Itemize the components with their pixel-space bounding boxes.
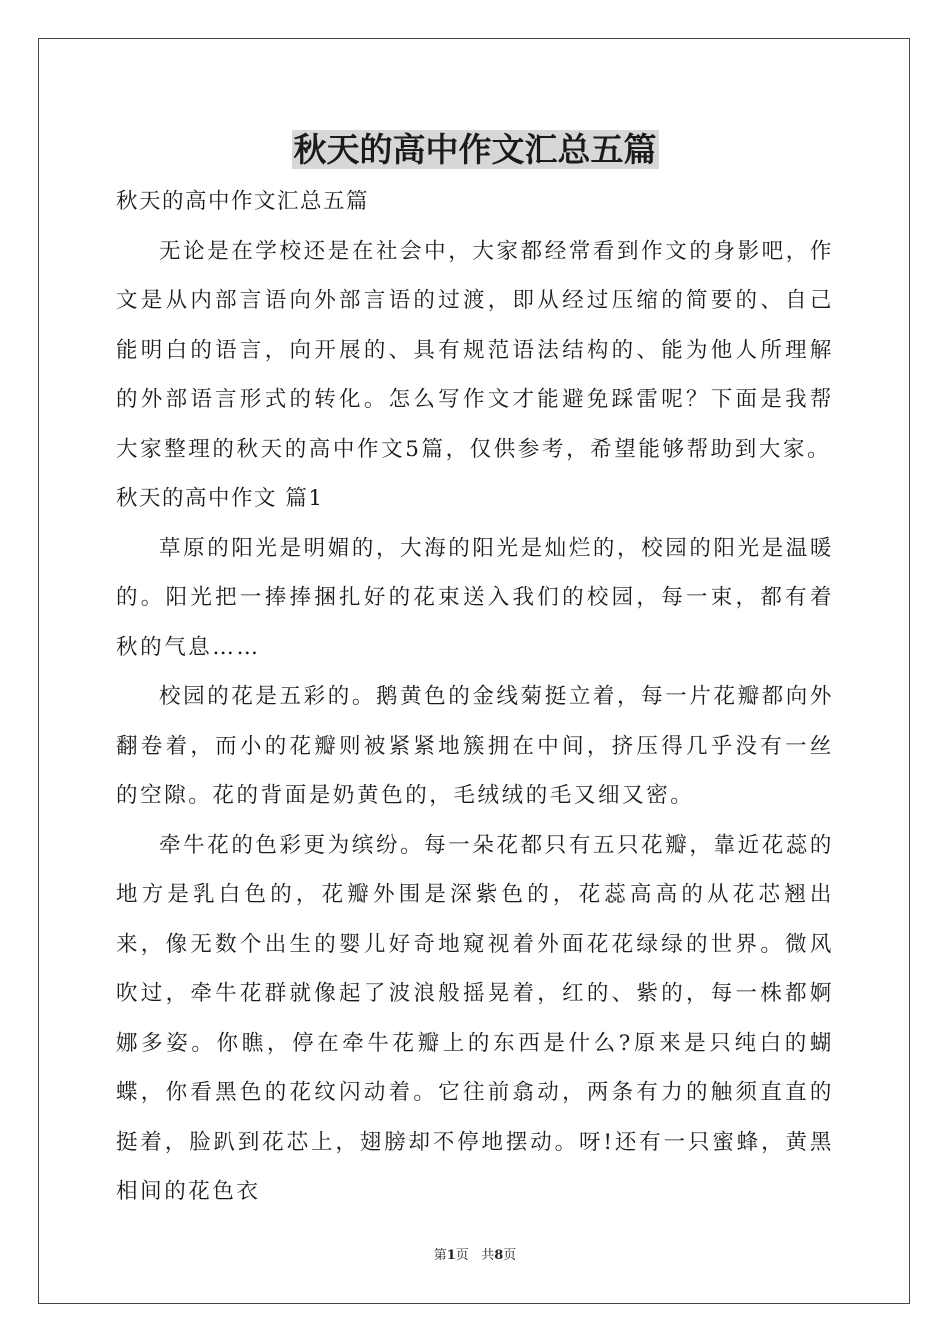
page-total-number: 8: [494, 1248, 504, 1263]
page-total-suffix: 页: [503, 1248, 517, 1263]
document-body: [116, 177, 834, 1217]
page-number-current: 1: [446, 1248, 456, 1263]
body-paragraph: 校园的花是五彩的。鹅黄色的金线菊挺立着，每一片花瓣都向外翻卷着，而小的花瓣则被紧紧地簇拥在中间，挤压得几乎没有一丝的空隙。花的背面是奶黄色的，毛绒绒的毛又细又密。: [116, 684, 834, 808]
document-title-text: 秋天的高中作文汇总五篇: [293, 130, 657, 169]
page-footer: [0, 1246, 950, 1266]
page-total-prefix: 共: [481, 1248, 495, 1263]
document-subtitle: 秋天的高中作文汇总五篇: [116, 189, 370, 214]
document-title: [0, 126, 950, 174]
body-paragraph: 草原的阳光是明媚的，大海的阳光是灿烂的，校园的阳光是温暖的。阳光把一捧捧捆扎好的花束送入我们的校园，每一束，都有着秋的气息……: [116, 535, 834, 660]
page-number-suffix: 页: [455, 1248, 469, 1263]
page-number-prefix: 第: [433, 1248, 447, 1263]
intro-paragraph: 无论是在学校还是在社会中，大家都经常看到作文的身影吧，作文是从内部言语向外部言语的过渡，即从经过压缩的简要的、自己能明白的语言，向开展的、具有规范语法结构的、能为他人所理解的外部语言形式的转化。怎么写作文才能避免踩雷呢？下面是我帮大家整理的秋天的高中作文5篇，仅供参考，希望能够帮助到大家。: [116, 238, 834, 462]
section-heading: 秋天的高中作文 篇1: [116, 486, 324, 511]
body-paragraph: 牵牛花的色彩更为缤纷。每一朵花都只有五只花瓣，靠近花蕊的地方是乳白色的，花瓣外围是深紫色的，花蕊高高的从花芯翘出来，像无数个出生的婴儿好奇地窥视着外面花花绿绿的世界。微风吹过，牵牛花群就像起了波浪般摇晃着，红的、紫的，每一株都婀娜多姿。你瞧，停在牵牛花瓣上的东西是什么?原来是只纯白的蝴蝶，你看黑色的花纹闪动着。它往前翕动，两条有力的触须直直的挺着，脸趴到花芯上，翅膀却不停地摆动。呀!还有一只蜜蜂，黄黑相间的花色衣: [116, 832, 834, 1204]
